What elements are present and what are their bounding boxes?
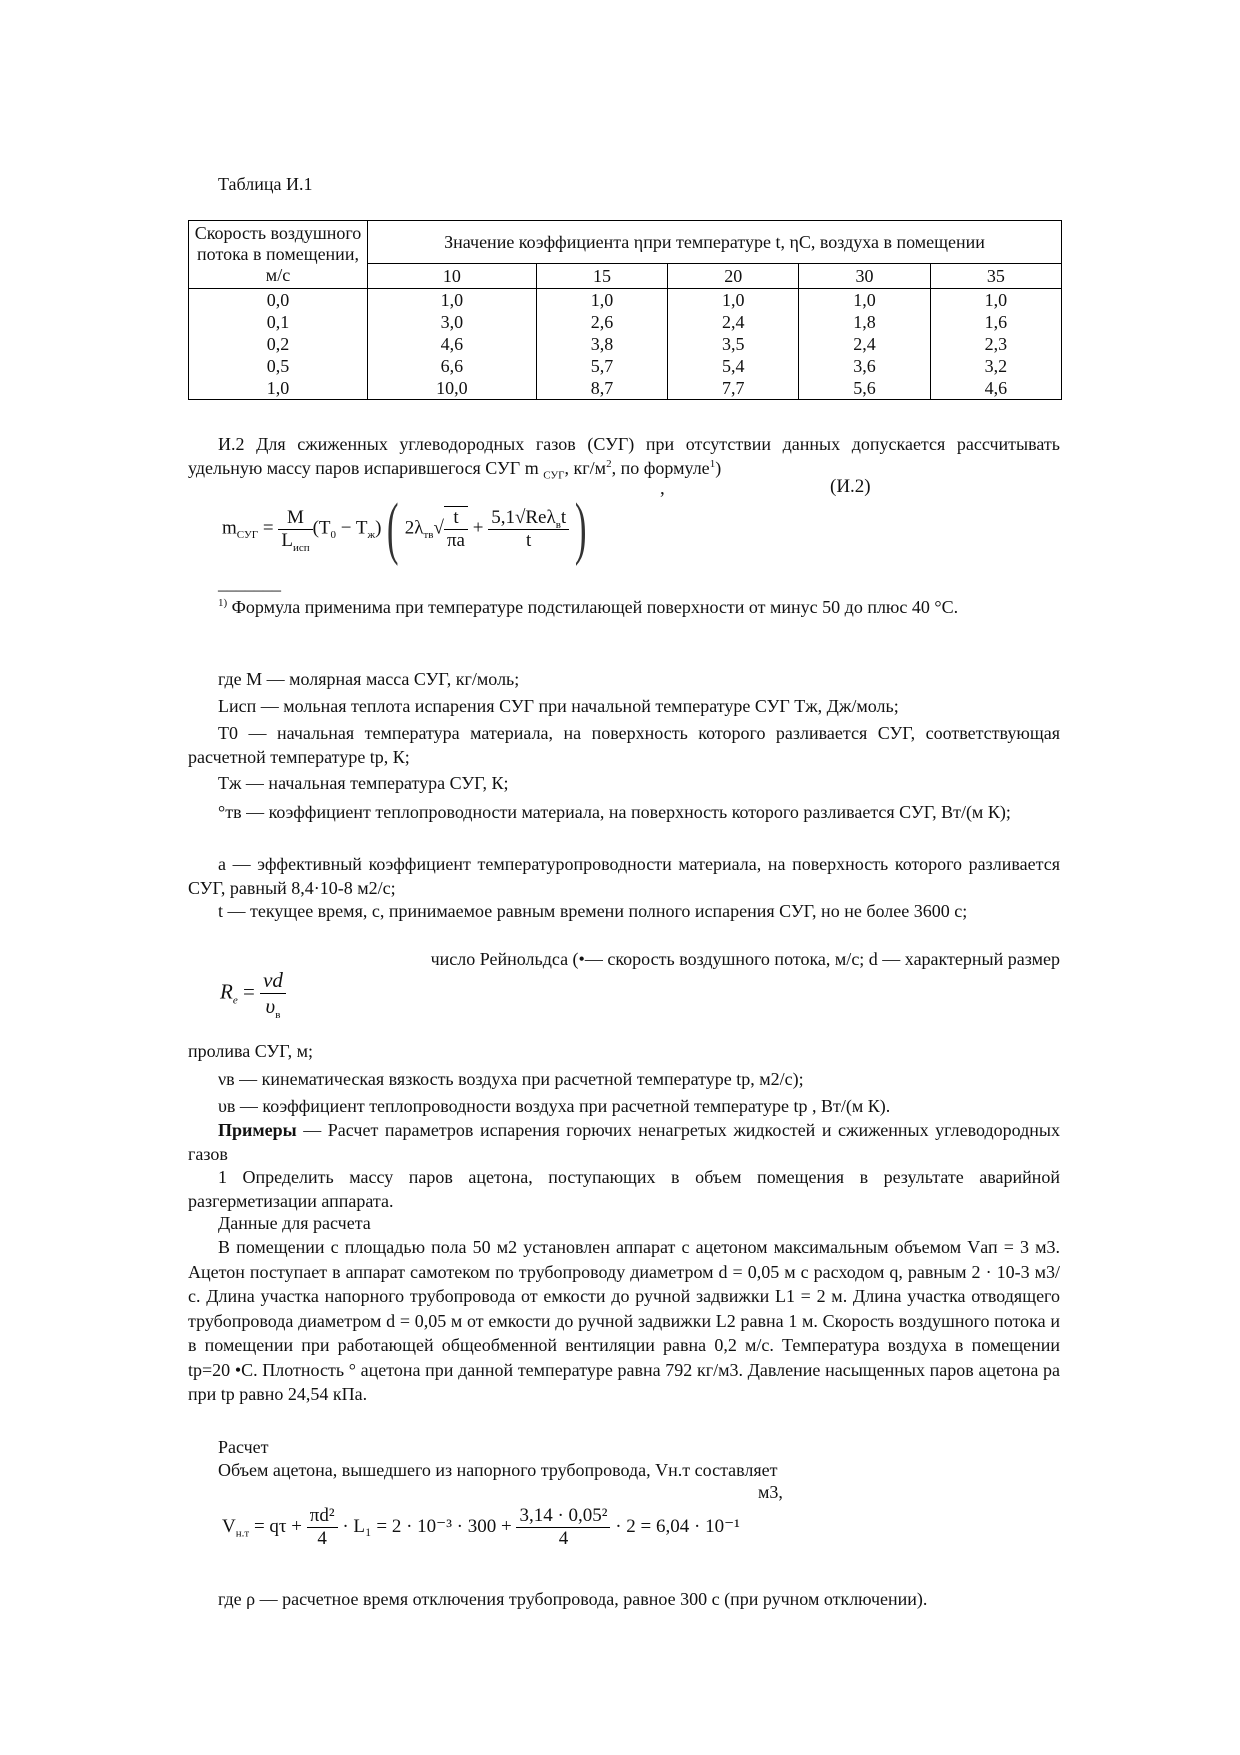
text: исп [292,541,310,554]
text: 4 [558,1528,569,1549]
table-row [189,377,1062,400]
text: = [262,517,274,539]
text: ) [715,457,722,478]
definition: где M — молярная масса СУГ, кг/моль; [218,669,520,689]
footnote-mark: 1) [218,597,228,609]
text: — Расчет параметров испарения горючих ненагретых жидкостей и сжиженных углеводородных газов [188,1120,1060,1164]
text: − T [336,517,368,539]
coefficient-cell: 8,7 [536,377,667,400]
coefficient-cell: 1,0 [799,289,930,312]
coefficient-cell: 4,6 [368,333,537,355]
header-temp: 10 [368,264,537,289]
coefficient-cell: 4,6 [930,377,1061,400]
text: = [242,979,255,1004]
definition: a — эффективный коэффициент температуропроводности материала, на поверхность которого разливается СУГ, равный 8,4·10-8 м2/с; [188,854,1060,898]
text: , кг/м [564,457,607,478]
header-velocity: Скорость воздушного потока в помещении, м/с [189,221,368,289]
text: t [444,507,468,530]
coefficient-cell: 1,8 [799,311,930,333]
coefficient-cell: 5,6 [799,377,930,400]
coefficient-cell: 2,4 [799,333,930,355]
footnote-rule: _______ [218,573,281,593]
text: t [526,529,532,551]
text: R [220,979,233,1004]
text: тв [423,529,434,542]
velocity-cell: 0,1 [189,311,368,333]
text: + [472,517,484,539]
reynolds-tail: пролива СУГ, м; [188,1041,314,1061]
definition: °тв — коэффициент теплопроводности материала, на поверхность которого разливается СУГ, Вт/(м К); [218,802,1011,822]
formula-vnt [222,1505,740,1550]
text: 4 [317,1528,327,1549]
calc-text: Объем ацетона, вышедшего из напорного трубопровода, Vн.т составляет [218,1460,778,1480]
text: = qτ + [249,1515,307,1537]
text: m [222,517,237,539]
text: 3,14 · 0,05² [516,1505,610,1528]
definition: Lисп — мольная теплота испарения СУГ при начальной температуре СУГ Tж, Дж/моль; [218,696,899,716]
coefficient-cell: 1,0 [668,289,799,312]
text: πd² [307,1505,338,1528]
header-coefficient: Значение коэффициента ηпри температуре t, ηС, воздуха в помещении [368,221,1062,264]
coefficient-cell: 5,7 [536,355,667,377]
fraction [488,507,569,552]
formula-i2: $m_{СУГ}$ = $\frac{M}{L_{исп}}$ $(T_0 - T_ж)$( $2\lambda_{тв}√$ $\frac{t}{\pi a}$ + $\frac{5,1√Re\lambda_вt}{t}$ ) [222,490,587,567]
text: V [222,1515,236,1537]
coefficient-cell: 10,0 [368,377,537,400]
definition: T0 — начальная температура материала, на поверхность которого разливается СУГ, соответствующая расчетной температуре tр, К; [188,723,1060,767]
text: в [275,1009,281,1022]
paren-close: ) [575,490,587,567]
velocity-cell: 0,2 [189,333,368,355]
data-text: В помещении с площадью пола 50 м2 установлен аппарат с ацетоном максимальным объемом Vап = 3 м3. Ацетон поступает в аппарат самотеком по трубопроводу диаметром d = 0,05 м с расходом q, равным 2 · 10-3 м3/с. Длина участка напорного трубопровода от емкости до ручной задвижки L1 = 2 м. Длина участка отводящего трубопровода диаметром d = 0,05 м от емкости до ручной задвижки L2 равна 1 м. Скорость воздушного потока и в помещении при работающей общеобменной вентиляции равна 0,2 м/с. Температура воздуха в помещении tр=20 •С. Плотность ° ацетона при данной температуре равна 792 кг/м3. Давление насыщенных паров ацетона pа при tр равно 24,54 кПа. [188,1237,1060,1404]
coefficient-cell: 3,8 [536,333,667,355]
coefficient-cell: 2,6 [536,311,667,333]
definition: υв — коэффициент теплопроводности воздуха при расчетной температуре tр , Вт/(м К). [218,1096,891,1116]
text: (T [312,517,331,539]
header-temp: 30 [799,264,930,289]
definition: νв — кинематическая вязкость воздуха при расчетной температуре tр, м2/с); [218,1069,804,1089]
reynolds-text: число Рейнольдса (•— скорость воздушного потока, м/с; d — характерный размер [430,949,1060,969]
text: , по формуле [611,457,710,478]
text: L [281,529,293,551]
table-row [189,355,1062,377]
text: · L₁ = 2 · 10⁻³ · 300 + [337,1515,517,1537]
fraction [278,507,312,552]
text: , [660,478,665,499]
coefficient-cell: 3,5 [668,333,799,355]
footnote [188,596,1060,620]
text: 2 [606,457,612,470]
header-temp: 15 [536,264,667,289]
definition: t — текущее время, с, принимаемое равным времени полного испарения СУГ, но не более 3600 с; [218,901,968,921]
definition: Tж — начальная температура СУГ, К; [218,773,509,793]
text: 0 [330,529,337,542]
text: · 2 = 6,04 · 10⁻¹ [610,1515,740,1537]
table-caption: Таблица И.1 [218,174,313,194]
table-row [189,333,1062,355]
velocity-cell: 0,0 [189,289,368,312]
task: 1 Определить массу паров ацетона, поступающих в объем помещения в результате аварийной разгерметизации аппарата. [188,1167,1060,1211]
text: СУГ [543,469,565,482]
text: 2λ [404,517,424,539]
text: И.2 Для сжиженных углеводородных газов (СУГ) при отсутствии данных допускается рассчитывать удельную массу паров испарившегося СУГ m [188,434,1060,478]
header-temp: 35 [930,264,1061,289]
rho-definition: где ρ — расчетное время отключения трубопровода, равное 300 с (при ручном отключении). [218,1589,928,1609]
text: πa [446,530,465,551]
text: 5,1√Reλ [491,506,556,528]
coefficient-cell: 1,0 [930,289,1061,312]
text: e [232,994,238,1007]
coefficient-cell: 1,0 [536,289,667,312]
text: M [278,507,312,530]
header-temp: 20 [668,264,799,289]
footnote-ref: 1 [709,457,716,470]
text: υ [265,994,276,1018]
coefficient-cell: 3,0 [368,311,537,333]
examples-heading [188,1119,1060,1166]
text: Формула применима при температуре подстилающей поверхности от минус 50 до плюс 40 °С. [227,597,959,617]
table-row [189,289,1062,312]
paren-open: ( [387,490,399,567]
text: СУГ [236,529,259,542]
coefficient-cell: 5,4 [668,355,799,377]
reynolds-formula [220,968,286,1022]
data-heading: Данные для расчета [218,1213,371,1233]
text: н.т [235,1527,250,1540]
velocity-cell: 0,5 [189,355,368,377]
coefficient-table [188,220,1062,400]
text: ж [367,529,376,542]
coefficient-cell: 3,6 [799,355,930,377]
coefficient-cell: 3,2 [930,355,1061,377]
coefficient-cell: 6,6 [368,355,537,377]
text: Примеры [218,1120,297,1140]
text: в [555,518,561,531]
coefficient-cell: 1,6 [930,311,1061,333]
coefficient-cell: 2,3 [930,333,1061,355]
coefficient-cell: 1,0 [368,289,537,312]
text: ) [375,517,382,539]
velocity-cell: 1,0 [189,377,368,400]
unit: м3, [758,1482,783,1502]
text: t [560,506,567,528]
coefficient-cell: 2,4 [668,311,799,333]
paragraph-i2 [188,433,1060,480]
coefficient-cell: 7,7 [668,377,799,400]
text: vd [260,968,286,994]
calc-heading: Расчет [218,1437,269,1457]
equation-number: (И.2) [830,476,871,497]
table-row [189,311,1062,333]
